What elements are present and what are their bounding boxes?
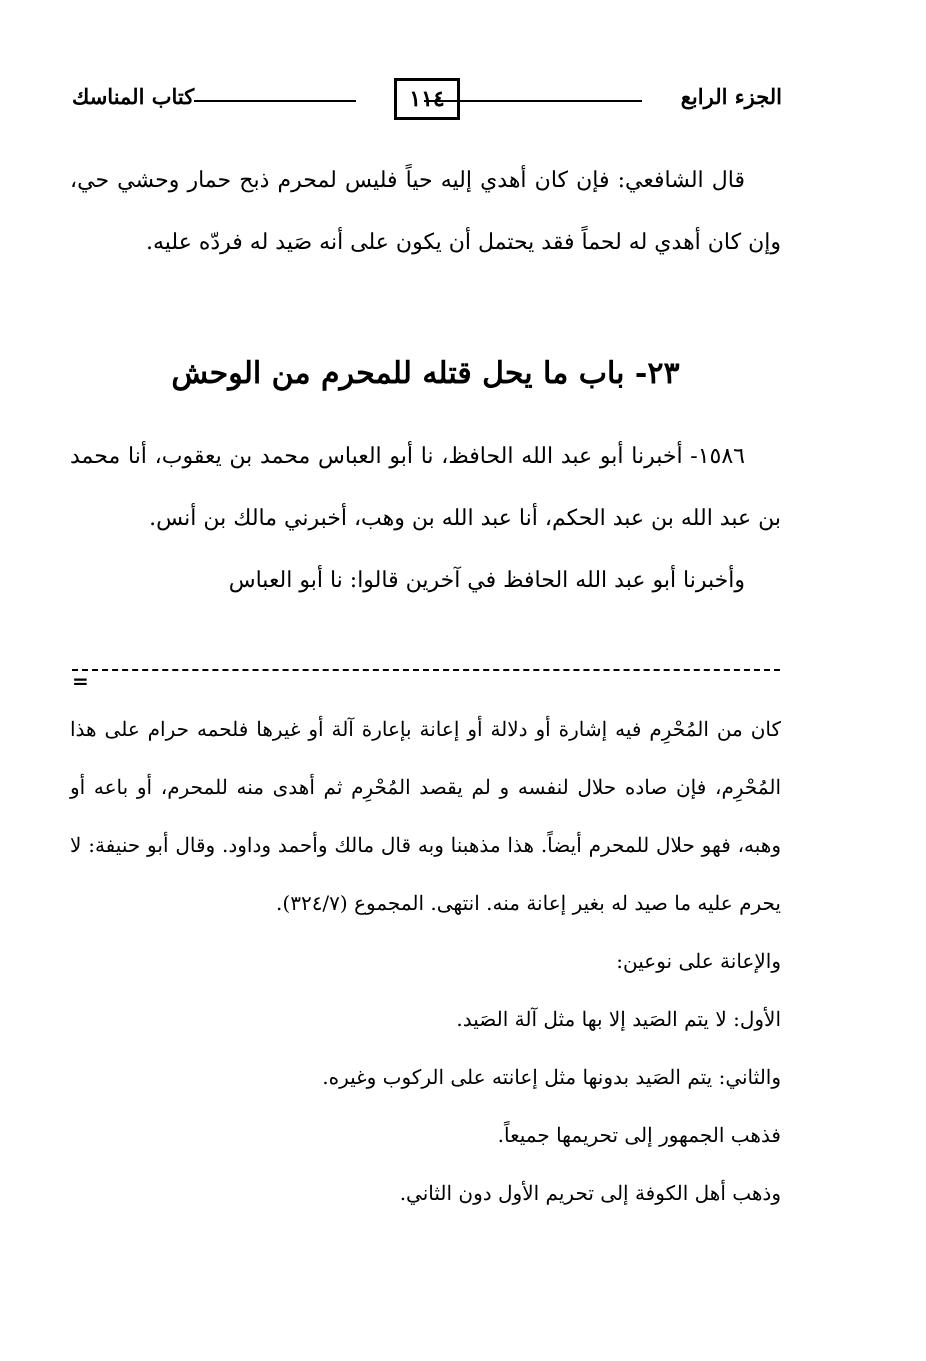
paragraph-shafii: قال الشافعي: فإن كان أهدي إليه حياً فليس لمحرم ذبح حمار وحشي حي، وإن كان أهدي له لحماً فقد يحتمل أن يكون على أنه صَيد له فردّه عليه. xyxy=(70,168,781,255)
continuation-mark: = xyxy=(72,669,89,693)
paragraph-isnad: وأخبرنا أبو عبد الله الحافظ في آخرين قالوا: نا أبو العباس xyxy=(228,568,745,593)
running-header xyxy=(72,78,782,124)
footnote-line: وذهب أهل الكوفة إلى تحريم الأول دون الثاني. xyxy=(399,1181,781,1205)
footnote-line: فذهب الجمهور إلى تحريمها جميعاً. xyxy=(497,1123,781,1147)
section-title: ٢٣- باب ما يحل قتله للمحرم من الوحش xyxy=(171,356,680,391)
paragraph-hadith-1586: ١٥٨٦- أخبرنا أبو عبد الله الحافظ، نا أبو العباس محمد بن يعقوب، أنا محمد بن عبد الله بن عبد الحكم، أنا عبد الله بن وهب، أخبرني مالك بن أنس. xyxy=(70,444,781,531)
book-label: كتاب المناسك xyxy=(72,84,195,109)
main-text-block-1 xyxy=(70,150,781,274)
footnote-line: الأول: لا يتم الصَيد إلا بها مثل آلة الصَيد. xyxy=(456,1007,781,1031)
header-rule-left xyxy=(194,100,356,102)
main-text-block-2 xyxy=(70,426,781,612)
footnote-line: كان من المُحْرِم فيه إشارة أو دلالة أو إعانة بإعارة آلة أو غيرها فلحمه حرام على هذا المُحْرِم، فإن صاده حلال لنفسه و لم يقصد المُحْرِم ثم أهدى منه للمحرم، أو باعه أو وهبه، فهو حلال للمحرم أيضاً. هذا مذهبنا وبه قال مالك وأحمد وداود. وقال أبو حنيفة: لا يحرم عليه ما صيد له بغير إعانة منه. انتهى. المجموع (٣٢٤/٧). xyxy=(70,717,781,915)
footnote-line: والثاني: يتم الصَيد بدونها مثل إعانته على الركوب وغيره. xyxy=(322,1065,781,1089)
footnote-line: والإعانة على نوعين: xyxy=(616,949,781,973)
footnote-separator xyxy=(72,669,782,693)
part-label: الجزء الرابع xyxy=(680,84,782,109)
dashed-rule xyxy=(72,669,780,671)
page-number-box: ١١٤ xyxy=(394,78,460,120)
footnote-block xyxy=(70,700,781,1222)
